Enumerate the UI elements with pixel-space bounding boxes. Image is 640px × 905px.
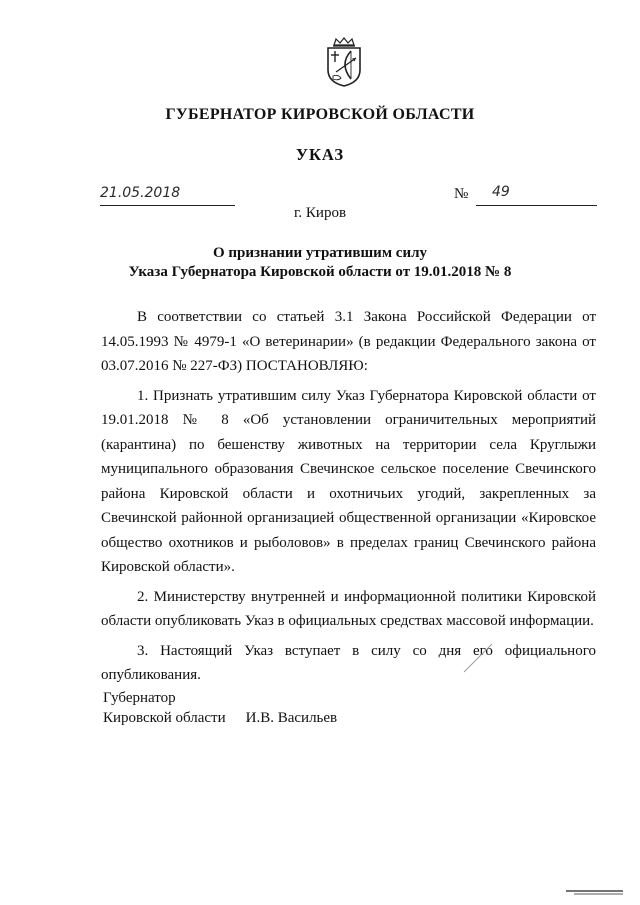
signatory-position-line-2 (103, 709, 337, 729)
document-title (0, 244, 640, 282)
handwritten-number: 49 (492, 184, 510, 200)
document-body (101, 305, 596, 693)
paragraph-item-2: 2. Министерству внутренней и информационной политики Кировской области опубликовать Указ в официальных средствах массовой информации. (101, 588, 596, 629)
number-field (454, 184, 597, 206)
pen-stroke-mark (458, 640, 498, 674)
city-line: г. Киров (293, 205, 347, 221)
kirov-oblast-coat-of-arms-icon (325, 36, 363, 88)
document-type-heading: УКАЗ (295, 145, 345, 164)
date-field (100, 185, 235, 206)
title-line-1: О признании утратившим силу (213, 245, 427, 261)
paragraph-item-3: 3. Настоящий Указ вступает в силу со дня его официального опубликования. (101, 642, 596, 683)
footer-rule (566, 889, 623, 895)
title-line-2: Указа Губернатора Кировской области от 19.01.2018 № 8 (128, 264, 512, 280)
number-sign: № (454, 186, 469, 202)
signatory-region: Кировской области (103, 709, 226, 726)
paragraph-item-1: 1. Признать утратившим силу Указ Губернатора Кировской области от 19.01.2018 № 8 «Об установлении ограничительных мероприятий (карантина) по бешенству животных на территории села Круглыжи муниципального образования Свечинское сельское поселение Свечинского района Кировской области и охотничьих угодий, закрепленных за Свечинской районной организацией общественной организации «Кировское общество охотников и рыболовов» в пределах границ Свечинского района Кировской области». (101, 387, 596, 575)
signature-block (103, 689, 337, 728)
handwritten-date: 21.05.2018 (100, 185, 181, 201)
signatory-position-line-1: Губернатор (103, 690, 176, 706)
issuing-authority-heading: ГУБЕРНАТОР КИРОВСКОЙ ОБЛАСТИ (165, 106, 475, 123)
signatory-name: И.В. Васильев (245, 709, 338, 726)
paragraph-preamble: В соответствии со статьей 3.1 Закона Российской Федерации от 14.05.1993 № 4979-1 «О ветеринарии» (в редакции Федерального закона от 03.07.2016 № 227-ФЗ) ПОСТАНОВЛЯЮ: (101, 309, 596, 374)
